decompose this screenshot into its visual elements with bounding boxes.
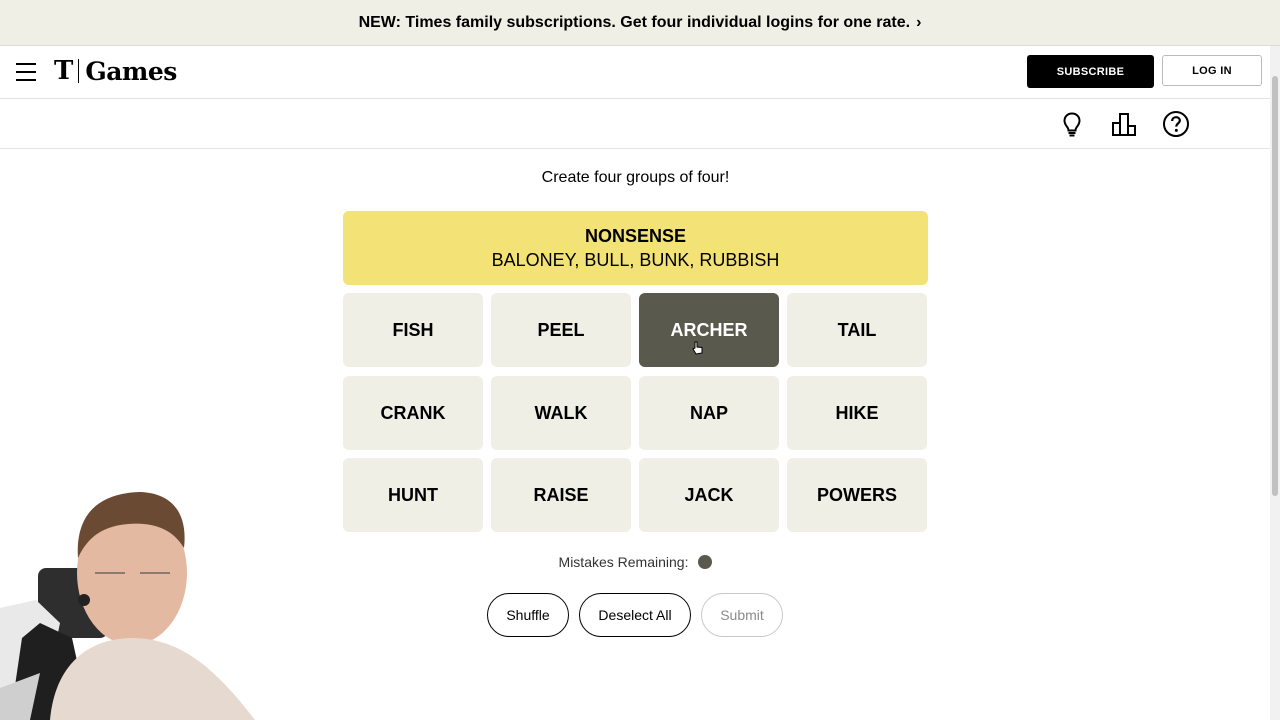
- hint-bulb-icon[interactable]: [1058, 110, 1086, 138]
- nyt-t-logo-icon: T: [54, 56, 74, 86]
- word-tile[interactable]: FISH: [343, 293, 483, 367]
- stats-chart-icon[interactable]: [1110, 110, 1138, 138]
- help-question-icon[interactable]: [1162, 110, 1190, 138]
- word-tile[interactable]: WALK: [491, 376, 631, 450]
- word-tile[interactable]: CRANK: [343, 376, 483, 450]
- chevron-right-icon: ›: [916, 13, 922, 31]
- shuffle-button[interactable]: Shuffle: [487, 593, 569, 637]
- word-tile[interactable]: NAP: [639, 376, 779, 450]
- word-tile[interactable]: JACK: [639, 458, 779, 532]
- nyt-games-logo[interactable]: [54, 56, 177, 86]
- subscribe-button[interactable]: SUBSCRIBE: [1027, 55, 1154, 88]
- hand-cursor-icon: [692, 341, 704, 360]
- mistakes-remaining: [343, 554, 928, 570]
- word-tile[interactable]: PEEL: [491, 293, 631, 367]
- logo-text: Games: [85, 56, 177, 86]
- solved-group: [343, 211, 928, 285]
- deselect-all-button[interactable]: Deselect All: [579, 593, 691, 637]
- solved-group-title: NONSENSE: [584, 226, 687, 246]
- promo-banner[interactable]: [0, 0, 1280, 46]
- game-toolbar: [0, 99, 1270, 149]
- submit-button[interactable]: Submit: [701, 593, 783, 637]
- page-scrollbar[interactable]: [1270, 46, 1280, 720]
- word-tile[interactable]: ARCHER: [639, 293, 779, 367]
- login-button[interactable]: LOG IN: [1162, 55, 1262, 86]
- word-tile[interactable]: POWERS: [787, 458, 927, 532]
- word-tile[interactable]: HUNT: [343, 458, 483, 532]
- word-tile[interactable]: HIKE: [787, 376, 927, 450]
- game-instructions: Create four groups of four!: [541, 169, 730, 186]
- webcam-overlay: [0, 488, 270, 720]
- word-tile[interactable]: TAIL: [787, 293, 927, 367]
- mistake-dot: [698, 555, 712, 569]
- top-navbar: [0, 46, 1270, 99]
- scrollbar-thumb[interactable]: [1272, 76, 1278, 496]
- mistakes-label: Mistakes Remaining:: [558, 554, 689, 570]
- logo-divider: [78, 59, 79, 83]
- hamburger-menu-icon[interactable]: [16, 63, 36, 81]
- word-tile[interactable]: RAISE: [491, 458, 631, 532]
- solved-group-words: BALONEY, BULL, BUNK, RUBBISH: [491, 250, 780, 270]
- mistake-dots: [688, 555, 712, 569]
- promo-banner-text: NEW: Times family subscriptions. Get four individual logins for one rate.: [358, 13, 911, 31]
